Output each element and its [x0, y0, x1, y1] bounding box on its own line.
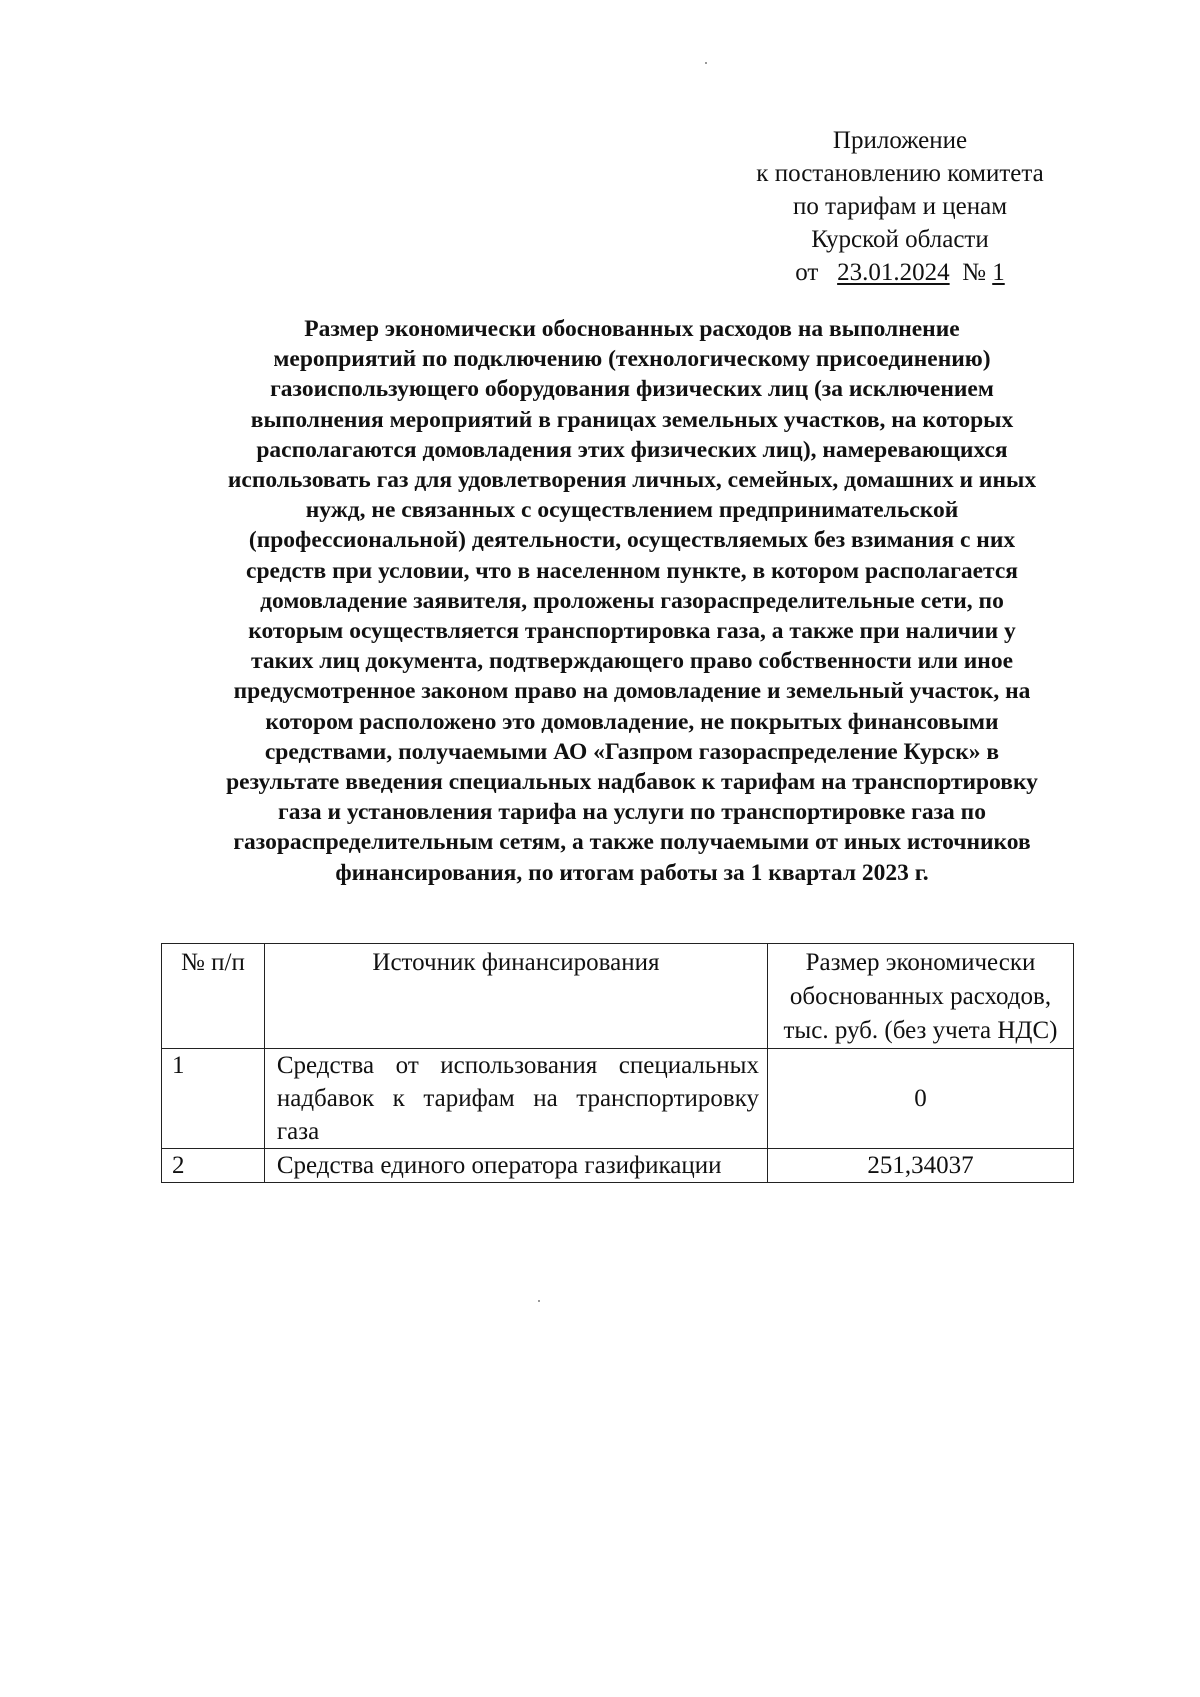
heading-line: (профессиональной) деятельности, осуществляемых без взимания с них — [248, 527, 1016, 554]
row-value: 251,34037 — [767, 1149, 1073, 1183]
annex-title: Приложение — [832, 127, 968, 154]
row-source — [264, 1049, 767, 1149]
heading-line: Размер экономически обоснованных расходов на выполнение — [304, 316, 960, 342]
row-source-line: Средства от использования специальных — [276, 1052, 759, 1079]
heading-line: средствами, получаемыми АО «Газпром газораспределение Курск» в — [264, 738, 1000, 765]
row-value: 0 — [767, 1049, 1073, 1149]
table-row — [162, 1049, 1074, 1149]
heading-line: газоиспользующего оборудования физических лиц (за исключением — [270, 376, 994, 403]
annex-date: 23.01.2024 — [837, 259, 950, 286]
heading-line: котором расположено это домовладение, не покрытых финансовыми — [265, 708, 999, 735]
row-source — [264, 1149, 767, 1183]
annex-number-prefix: № — [962, 259, 986, 286]
annex-block — [700, 124, 1100, 289]
heading-line: нужд, не связанных с осуществлением предпринимательской — [305, 497, 959, 524]
row-source-line: газа — [276, 1118, 320, 1145]
scan-speck — [538, 1300, 540, 1302]
header-source: Источник финансирования — [264, 944, 767, 1049]
heading-line: таких лиц документа, подтверждающего право собственности или иное — [250, 648, 1014, 675]
row-num: 2 — [162, 1149, 265, 1183]
annex-date-prefix: от — [795, 259, 819, 286]
annex-number: 1 — [992, 259, 1005, 286]
heading-line: домовладение заявителя, проложены газораспределительные сети, по — [260, 587, 1004, 614]
annex-line-committee: по тарифам и ценам — [792, 193, 1008, 220]
heading-line: которым осуществляется транспортировка газа, а также при наличии у — [248, 618, 1016, 645]
annex-date-line — [700, 256, 1100, 289]
table-header-row — [162, 944, 1074, 1049]
heading-line: мероприятий по подключению (технологическому присоединению) — [273, 346, 991, 373]
document-heading — [168, 314, 1096, 888]
heading-line: газа и установления тарифа на услуги по транспортировке газа по — [278, 799, 986, 826]
financing-table — [161, 943, 1074, 1183]
annex-line-resolution: к постановлению комитета — [756, 160, 1044, 187]
row-source-line: Средства единого оператора газификации — [276, 1152, 722, 1179]
heading-line: результате введения специальных надбавок к тарифам на транспортировку — [226, 769, 1038, 796]
row-num: 1 — [162, 1049, 265, 1149]
heading-line: выполнения мероприятий в границах земельных участков, на которых — [250, 406, 1014, 433]
header-size — [767, 944, 1073, 1049]
heading-line: располагаются домовладения этих физических лиц), намеревающихся — [256, 436, 1008, 463]
heading-line: финансирования, по итогам работы за 1 квартал 2023 г. — [335, 859, 929, 886]
header-size-line: тыс. руб. (без учета НДС) — [783, 1017, 1058, 1044]
annex-line-region: Курской области — [811, 226, 989, 253]
table-row — [162, 1149, 1074, 1183]
heading-line: газораспределительным сетям, а также получаемыми от иных источников — [233, 829, 1031, 856]
header-size-line: Размер экономически — [805, 949, 1036, 976]
scan-speck — [705, 62, 707, 64]
heading-line: использовать газ для удовлетворения личных, семейных, домашних и иных — [227, 467, 1037, 494]
header-num: № п/п — [162, 944, 265, 1049]
row-source-line: надбавок к тарифам на транспортировку — [276, 1085, 759, 1112]
heading-line: средств при условии, что в населенном пункте, в котором располагается — [246, 557, 1018, 584]
heading-line: предусмотренное законом право на домовладение и земельный участок, на — [233, 678, 1031, 705]
header-size-line: обоснованных расходов, — [789, 983, 1052, 1010]
